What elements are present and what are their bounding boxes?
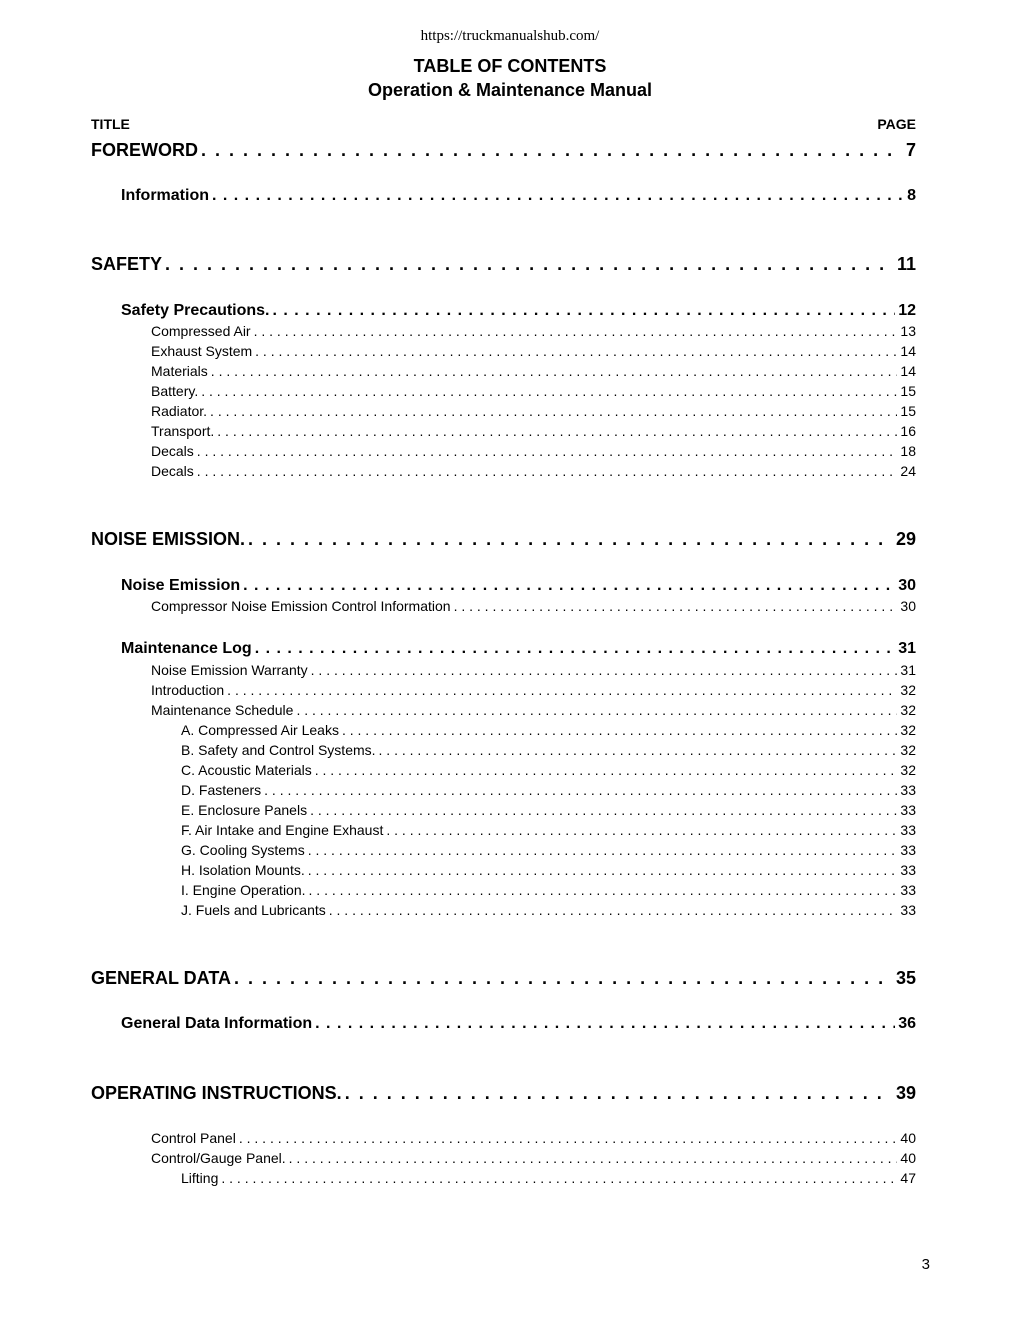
dot-leader [345, 1083, 886, 1104]
toc-page: 40 [900, 1150, 916, 1166]
toc-section-foreword[interactable] [91, 140, 916, 164]
dot-leader [308, 842, 898, 858]
source-url: https://truckmanualshub.com/ [420, 28, 600, 44]
toc-label: J. Fuels and Lubricants [181, 902, 326, 918]
toc-subentry[interactable] [151, 423, 916, 442]
toc-section-safety[interactable] [91, 254, 916, 278]
toc-page: 32 [900, 762, 916, 778]
toc-subsubentry[interactable] [181, 742, 916, 761]
dot-leader [255, 640, 896, 658]
toc-label: Maintenance Schedule [151, 702, 294, 718]
toc-subentry[interactable] [151, 702, 916, 721]
toc-subsubentry[interactable] [181, 822, 916, 841]
toc-page: 31 [898, 640, 916, 657]
toc-subsubentry[interactable] [181, 1170, 916, 1189]
toc-label: D. Fasteners [181, 782, 262, 798]
dot-leader [165, 254, 887, 275]
toc-entry[interactable] [121, 577, 916, 598]
toc-page: 11 [896, 254, 916, 274]
dot-leader [255, 343, 897, 359]
toc-subsubentry[interactable] [181, 862, 916, 881]
toc-page: 24 [900, 463, 916, 479]
toc-label: B. Safety and Control Systems. [181, 742, 376, 758]
toc-page: 14 [900, 363, 916, 379]
dot-leader [329, 902, 898, 918]
toc-page: 33 [900, 862, 916, 878]
toc-section-noise-emission[interactable] [91, 529, 916, 553]
toc-subentry[interactable] [151, 323, 916, 342]
toc-label: Lifting [181, 1170, 219, 1186]
dot-leader [309, 882, 898, 898]
column-header-page: PAGE [877, 116, 916, 132]
toc-subsubentry[interactable] [181, 882, 916, 901]
toc-subentry[interactable] [151, 343, 916, 362]
dot-leader [342, 722, 897, 738]
toc-subentry[interactable] [151, 1130, 916, 1149]
toc-label: E. Enclosure Panels [181, 802, 308, 818]
toc-label: SAFETY [91, 254, 163, 274]
toc-subentry[interactable] [151, 403, 916, 422]
toc-subentry[interactable] [151, 383, 916, 402]
toc-label: Decals [151, 443, 194, 459]
toc-label: C. Acoustic Materials [181, 762, 312, 778]
toc-page: 13 [900, 323, 916, 339]
toc-page: 15 [900, 383, 916, 399]
toc-page: 29 [895, 529, 916, 549]
dot-leader [201, 140, 896, 161]
toc-page: 33 [900, 782, 916, 798]
dot-leader [315, 762, 898, 778]
toc-label: Noise Emission [121, 577, 241, 594]
toc-page: 18 [900, 443, 916, 459]
toc-page: 14 [900, 343, 916, 359]
toc-entry[interactable] [121, 187, 916, 208]
dot-leader [308, 862, 898, 878]
dot-leader [454, 598, 898, 614]
dot-leader [227, 682, 897, 698]
toc-subentry[interactable] [151, 1150, 916, 1169]
toc-subentry[interactable] [151, 662, 916, 681]
dot-leader [310, 802, 897, 818]
toc-page: 7 [905, 140, 916, 160]
dot-leader [264, 782, 897, 798]
toc-label: Battery. [151, 383, 199, 399]
toc-label: Compressor Noise Emission Control Information [151, 598, 451, 614]
toc-page: 33 [900, 902, 916, 918]
toc-page: 36 [898, 1015, 916, 1032]
toc-label: A. Compressed Air Leaks [181, 722, 339, 738]
dot-leader [315, 1015, 895, 1033]
toc-page: 33 [900, 802, 916, 818]
dot-leader [311, 662, 898, 678]
column-header-title: TITLE [91, 116, 130, 132]
toc-label: Transport. [151, 423, 215, 439]
dot-leader [234, 968, 886, 989]
toc-label: GENERAL DATA [91, 968, 232, 988]
dot-leader [201, 383, 897, 399]
toc-subsubentry[interactable] [181, 762, 916, 781]
toc-page: 40 [900, 1130, 916, 1146]
toc-subentry[interactable] [151, 463, 916, 482]
toc-section-general-data[interactable] [91, 968, 916, 992]
toc-label: Maintenance Log [121, 640, 252, 657]
toc-label: Information [121, 187, 209, 204]
dot-leader [212, 187, 904, 205]
toc-page: 12 [898, 302, 916, 319]
toc-page: 33 [900, 842, 916, 858]
toc-subsubentry[interactable] [181, 842, 916, 861]
toc-page: 30 [900, 598, 916, 614]
toc-subentry[interactable] [151, 363, 916, 382]
dot-leader [386, 822, 897, 838]
toc-page: 31 [900, 662, 916, 678]
toc-page: 33 [900, 822, 916, 838]
dot-leader [254, 323, 898, 339]
toc-subsubentry[interactable] [181, 802, 916, 821]
toc-label: Noise Emission Warranty [151, 662, 308, 678]
toc-page: 47 [900, 1170, 916, 1186]
toc-label: Control/Gauge Panel. [151, 1150, 286, 1166]
page-title: TABLE OF CONTENTS [413, 56, 607, 76]
toc-label: Control Panel [151, 1130, 236, 1146]
dot-leader [379, 742, 898, 758]
toc-subentry[interactable] [151, 443, 916, 462]
dot-leader [221, 1170, 897, 1186]
toc-label: Exhaust System [151, 343, 253, 359]
toc-subentry[interactable] [151, 682, 916, 701]
toc-label: G. Cooling Systems [181, 842, 305, 858]
toc-page: 15 [900, 403, 916, 419]
toc-page: 8 [907, 187, 916, 204]
toc-label: Materials [151, 363, 208, 379]
dot-leader [210, 403, 897, 419]
toc-page: 32 [900, 742, 916, 758]
toc-page: 32 [900, 722, 916, 738]
toc-entry[interactable] [121, 1015, 916, 1036]
toc-subentry[interactable] [151, 598, 916, 617]
toc-label: Decals [151, 463, 194, 479]
toc-page: 30 [898, 577, 916, 594]
dot-leader [197, 443, 898, 459]
toc-page: 35 [895, 968, 916, 988]
toc-page: 33 [900, 882, 916, 898]
toc-label: Safety Precautions. [121, 302, 270, 319]
dot-leader [211, 363, 898, 379]
toc-label: FOREWORD [91, 140, 198, 160]
toc-label: Radiator. [151, 403, 208, 419]
toc-label: General Data Information [121, 1015, 313, 1032]
dot-leader [273, 302, 896, 320]
toc-subsubentry[interactable] [181, 902, 916, 921]
toc-label: H. Isolation Mounts. [181, 862, 305, 878]
toc-page: 32 [900, 682, 916, 698]
toc-label: F. Air Intake and Engine Exhaust [181, 822, 384, 838]
toc-page: 32 [900, 702, 916, 718]
dot-leader [239, 1130, 898, 1146]
toc-label: NOISE EMISSION. [91, 529, 246, 549]
toc-label: I. Engine Operation. [181, 882, 306, 898]
toc-entry[interactable] [121, 302, 916, 323]
dot-leader [289, 1150, 898, 1166]
toc-page: 16 [900, 423, 916, 439]
dot-leader [243, 577, 895, 595]
toc-subsubentry[interactable] [181, 722, 916, 741]
dot-leader [248, 529, 886, 550]
toc-label: Compressed Air [151, 323, 251, 339]
page-subtitle: Operation & Maintenance Manual [367, 80, 653, 100]
dot-leader [217, 423, 897, 439]
toc-entry[interactable] [121, 640, 916, 661]
dot-leader [296, 702, 897, 718]
toc-label: Introduction [151, 682, 225, 698]
toc-label: OPERATING INSTRUCTIONS. [91, 1083, 342, 1103]
page-number: 3 [921, 1256, 930, 1273]
toc-subsubentry[interactable] [181, 782, 916, 801]
dot-leader [197, 463, 898, 479]
toc-page: 39 [895, 1083, 916, 1103]
toc-section-operating-instructions[interactable] [91, 1083, 916, 1107]
